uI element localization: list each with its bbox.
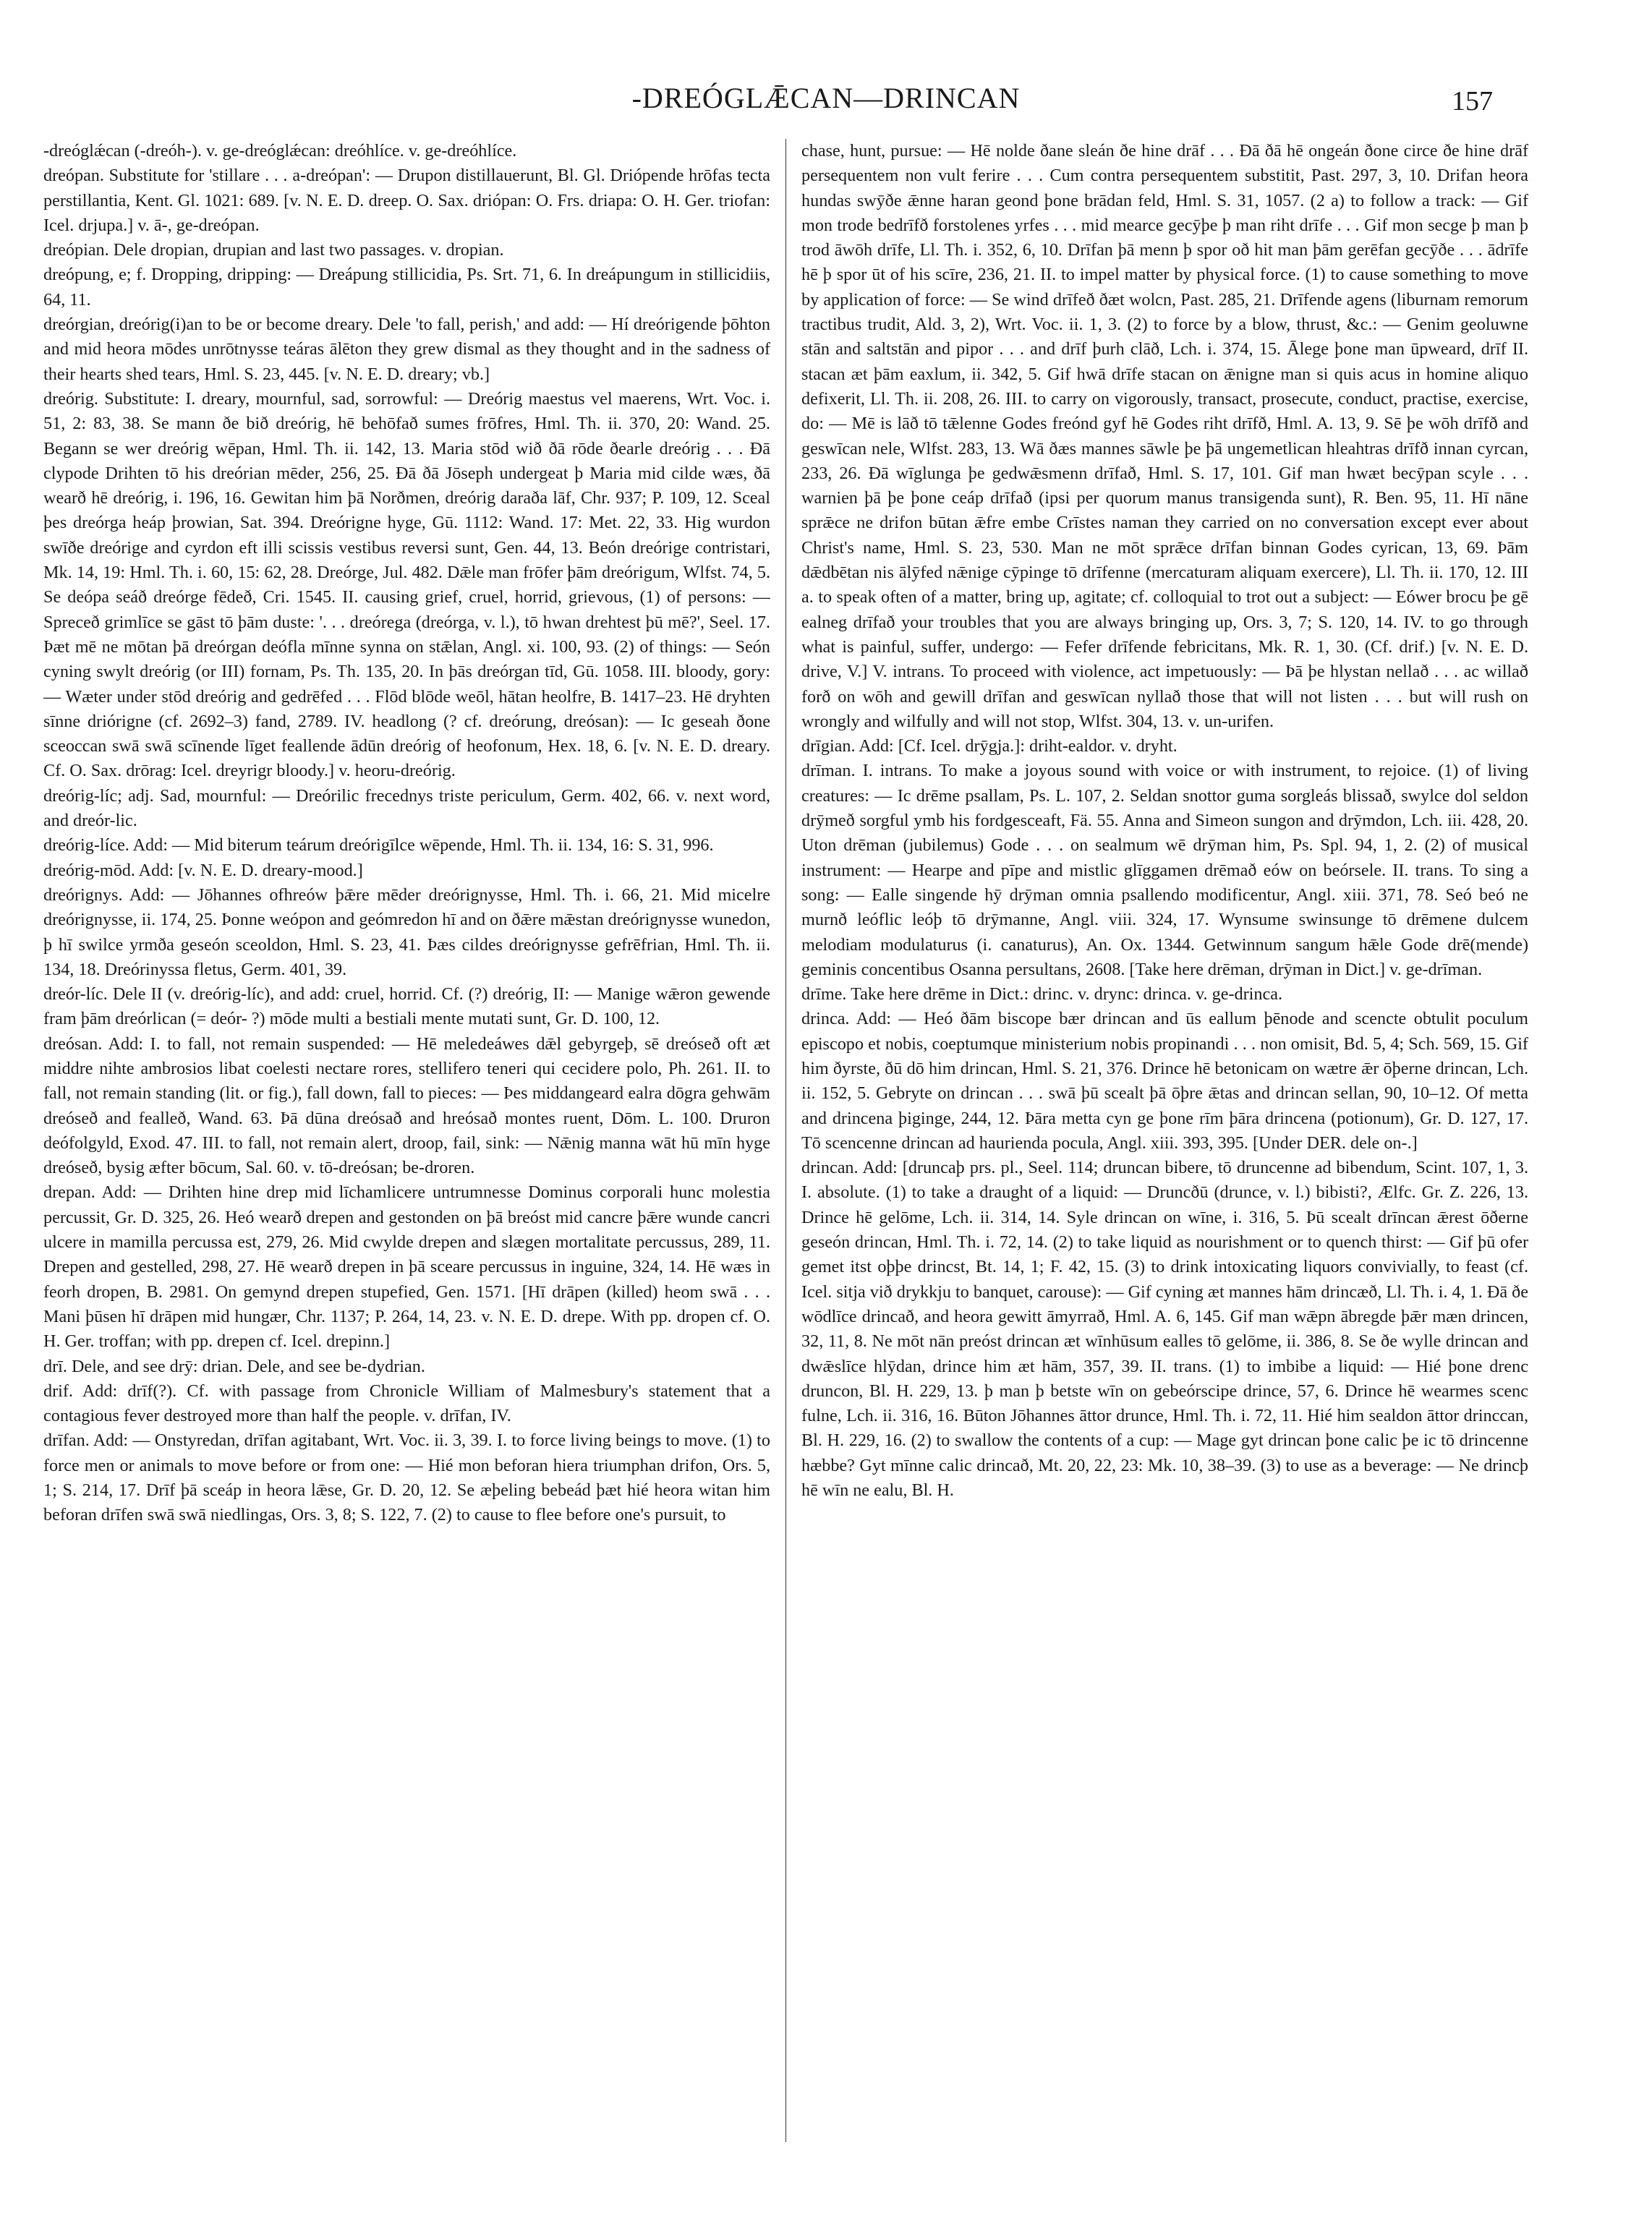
dictionary-entry: chase, hunt, pursue: — Hē nolde ðane sleán ðe hine drāf . . . Ðā ðā hē ongeán ðone circe ðe hine drāf persequentem non vult ferire . . . Cum contra persequentem substitit, Past. 297, 3, 10. Drifan heora hundas swȳðe ǣnne haran geond þone brādan feld, Hml. S. 31, 1057. (2 a) to follow a track: — Gif mon trode bedrīfð forstolenes yrfes . . . mid mearce gecȳþe þ man riht drīfe . . . Gif mon secge þ man þ trod āwōh drīfe, Ll. Th. i. 352, 6, 10. Drīfan þā menn þ spor oð hit man þām gerēfan gecȳðe . . . ādrīfe hē þ spor ūt of his scīre, 236, 21. II. to impel matter by physical force. (1) to cause something to move by application of force: — Se wind drīfeð ðæt wolcn, Past. 285, 21. Drīfende agens (liburnam remorum tractibus trudit, Ald. 3, 2), Wrt. Voc. ii. 1, 3. (2) to force by a blow, thrust, &c.: — Genim geoluwne stān and saltstān and pipor . . . and drīf þurh clāð, Lch. i. 374, 15. Ālege þone man ūpweard, drīf II. stacan æt þām eaxlum, ii. 342, 5. Gif hwā drīfe stacan on ǣnigne man si quis acus in homine aliquo defixerit, Ll. Th. ii. 208, 26. III. to carry on vigorously, transact, prosecute, conduct, practise, exercise, do: — Mē is lāð tō tǣlenne Godes freónd gyf hē Godes riht drīfð, Hml. A. 13, 9. Sē þe wōh drīfð and geswīcan nele, Wlfst. 283, 13. Wā ðæs mannes sāwle þe þā ungemetlican hleahtras drīfð innan cyrcan, 233, 26. Ðā wīglunga þe gedwǣsmenn drīfað, Hml. S. 17, 101. Gif man hwæt becȳpan scyle . . . warnien þā þe þone ceáp drīfað (ipsi per quorum manus transigenda sunt), R. Ben. 95, 11. Hī nāne sprǣce ne drifon būtan ǣfre embe Crīstes naman they carried on no conversation except ever about Christ's name, Hml. S. 23, 530. Man ne mōt sprǣce drīfan binnan Godes cyrican, 13, 69. Þām dǣdbētan nis ālȳfed nǣnige cȳpinge tō drīfenne (mercaturam aliquam exercere), Ll. Th. ii. 170, 12. III a. to speak often of a matter, bring up, agitate; cf. colloquial to trot out a subject: — Eówer brocu þe gē ealneg drīfað your troubles that you are always bringing up, Ors. 3, 7; S. 120, 14. IV. to go through what is painful, suffer, undergo: — Fefer drīfende febricitans, Mk. R. 1, 30. (Cf. drif.) [v. N. E. D. drive, V.] V. intrans. To proceed with violence, act impetuously: — Þā þe hlystan nellað . . . ac willað forð on wōh and gewill drīfan and geswīcan nyllað those that will not listen . . . but will rush on wrongly and wilfully and will not stop, Wlfst. 304, 13. v. un-urifen.: [801, 141, 1528, 731]
dictionary-entry: dreórignys. Add: — Jōhannes ofhreów þǣre mēder dreórignysse, Hml. Th. i. 66, 21. Mid micelre dreórignysse, ii. 174, 25. Þonne weópon and geómredon hī and on ðǣre mǣstan dreórignysse wunedon, þ hī swilce yrmða geseón sceoldon, Hml. S. 23, 41. Þæs cildes dreórignysse gefrēfrian, Hml. Th. ii. 134, 18. Dreórinyssa fletus, Germ. 401, 39.: [43, 884, 770, 979]
column-divider: [785, 139, 786, 2142]
dictionary-entry: dreórgian, dreórig(i)an to be or become dreary. Dele 'to fall, perish,' and add: — Hí dreórigende þōhton and mid heora mōdes unrōtnysse teáras ālēton they grew dismal as they thought and in the sadness of their hearts shed tears, Hml. S. 23, 445. [v. N. E. D. dreary; vb.]: [43, 315, 770, 384]
right-column: [801, 139, 1528, 2164]
page-header: [0, 81, 1652, 124]
left-column: [43, 139, 770, 2164]
dictionary-entry: drīman. I. intrans. To make a joyous sound with voice or with instrument, to rejoice. (1) of living creatures: — Ic drēme psallam, Ps. L. 107, 2. Seldan snottor guma sorgleás blissað, swylce dol seldon drȳmeð sorgful ymb his fordgesceaft, Fä. 55. Anna and Simeon sungon and drȳmdon, Lch. iii. 428, 20. Uton drēman (jubilemus) Gode . . . on sealmum wē drȳman him, Ps. Spl. 94, 1, 2. (2) of musical instrument: — Hearpe and pīpe and mistlic glīggamen drēmað eów on beórsele. II. trans. To sing a song: — Ealle singende hȳ drȳman omnia psallendo modificentur, Angl. xiii. 371, 78. Seó beó ne murnð leóflic leóþ tō drȳmanne, Angl. viii. 324, 17. Wynsume swinsunge tō drēmene dulcem melodiam modulaturus (i. canaturus), An. Ox. 1344. Getwinnum sangum hǣle Gode drē(mende) geminis concentibus Osanna persultans, 2608. [Take here drēman, drȳman in Dict.] v. ge-drīman.: [801, 761, 1528, 979]
dictionary-entry: dreórig-mōd. Add: [v. N. E. D. dreary-mood.]: [43, 860, 363, 880]
dictionary-entry: -dreóglǽcan (-dreóh-). v. ge-dreóglǽcan: dreóhlíce. v. ge-dreóhlíce.: [43, 141, 517, 161]
page-number: 157: [1452, 86, 1493, 116]
dictionary-entry: drī. Dele, and see drȳ: drian. Dele, and see be-dydrian.: [43, 1356, 425, 1376]
dictionary-entry: dreórig-líc; adj. Sad, mournful: — Dreórilic frecednys triste periculum, Germ. 402, 66. v. next word, and dreór-lic.: [43, 785, 770, 831]
dictionary-entry: drīgian. Add: [Cf. Icel. drȳgja.]: driht-ealdor. v. dryht.: [801, 736, 1178, 756]
dictionary-entry: drepan. Add: — Drihten hine drep mid līchamlicere untrumnesse Dominus corporali hunc molestia percussit, Gr. D. 325, 26. Heó wearð drepen and gestonden on þā breóst mid cancre þǣre wunde cancri ulcere in mamilla percussa est, 279, 26. Mid cwylde drepen and slægen mortalitate percussus, 289, 11. Drepen and gestelled, 298, 27. Hē wearð drepen in þā sceare percussus in inguine, 324, 14. Hē wæs in feorh dropen, B. 2981. On gemynd drepen stupefied, Gen. 1571. [Hī drāpen (killed) heom swā . . . Mani þūsen hī drāpen mid hungær, Chr. 1137; P. 264, 14, 23. v. N. E. D. drepe. With pp. dropen cf. O. H. Ger. troffan; with pp. drepen cf. Icel. drepinn.]: [43, 1182, 770, 1352]
dictionary-entry: drinca. Add: — Heó ðām biscope bær drincan and ūs eallum þēnode and scencte obtulit poculum episcopo et nobis, coeptumque ministerium nobis propinandi . . . non omisit, Bd. 5, 4; Sch. 569, 15. Gif him ðyrste, ðū dō him drincan, Hml. S. 21, 376. Drince hē betonicam on wætre ǣr ōþerne drincan, Lch. ii. 152, 5. Gebryte on drincan . . . swā þū scealt þā ōþre ǣtas and drincan sellan, 90, 10–12. Of metta and drincena þiginge, 244, 12. Þāra metta cyn ge þone rīm þāra drincena (potionum), Gr. D. 127, 17. Tō scencenne drincan ad haurienda pocula, Angl. xiii. 393, 395. [Under DER. dele on-.]: [801, 1009, 1528, 1153]
dictionary-entry: dreópung, e; f. Dropping, dripping: — Dreápung stillicidia, Ps. Srt. 71, 6. In dreápungum in stillicidiis, 64, 11.: [43, 265, 770, 310]
dictionary-entry: drif. Add: drīf(?). Cf. with passage from Chronicle William of Malmesbury's statement that a contagious fever destroyed more than half the people. v. drīfan, IV.: [43, 1381, 770, 1426]
dictionary-entry: drīfan. Add: — Onstyredan, drīfan agitabant, Wrt. Voc. ii. 3, 39. I. to force living beings to move. (1) to force men or animals to move before or from one: — Hié mon beforan hiera triumphan drifon, Ors. 5, 1; S. 214, 17. Drīf þā sceáp in heora lǣse, Gr. D. 20, 12. Se æþeling bebeád þæt hié heora witan him beforan drīfen swā swā niedlingas, Ors. 3, 8; S. 122, 7. (2) to cause to flee before one's pursuit, to: [43, 1430, 770, 1525]
dictionary-entry: dreópian. Dele dropian, drupian and last two passages. v. dropian.: [43, 240, 504, 260]
dictionary-entry: dreópan. Substitute for 'stillare . . . a-dreópan': — Drupon distillauerunt, Bl. Gl. Driópende hrōfas tecta perstillantia, Kent. Gl. 1021: 689. [v. N. E. D. dreep. O. Sax. driópan: O. Frs. driapa: O. H. Ger. triofan: Icel. drjupa.] v. ā-, ge-dreópan.: [43, 166, 770, 235]
dictionary-entry: dreósan. Add: I. to fall, not remain suspended: — Hē meledeáwes dǣl gebyrgeþ, sē dreóseð oft æt middre nihte ambrosios libat coelesti nectare rores, stellifero teneri qui cecidere polo, Ph. 261. II. to fall, not remain standing (lit. or fig.), fall down, fall to pieces: — Þes middangeard ealra dōgra gehwām dreóseð and fealleð, Wand. 63. Þā dūna dreósað and hreósað montes ruent, Dōm. L. 100. Druron deófolgyld, Exod. 47. III. to fall, not remain alert, droop, fail, sink: — Nǣnig manna wāt hū mīn hyge dreóseð, bysig æfter bōcum, Sal. 60. v. tō-dreósan; be-droren.: [43, 1033, 770, 1178]
dictionary-entry: drīme. Take here drēme in Dict.: drinc. v. drync: drinca. v. ge-drinca.: [801, 984, 1282, 1005]
dictionary-entry: dreór-líc. Dele II (v. dreórig-líc), and add: cruel, horrid. Cf. (?) dreórig, II: — Manige wǣron gewende fram þām dreórlican (= deór- ?) mōde multi a bestiali mente mutati sunt, Gr. D. 100, 12.: [43, 984, 770, 1029]
dictionary-entry: dreórig-líce. Add: — Mid biterum teárum dreórigīlce wēpende, Hml. Th. ii. 134, 16: S. 31, 996.: [43, 835, 714, 856]
dictionary-entry: drincan. Add: [druncaþ prs. pl., Seel. 114; druncan bibere, tō druncenne ad bibendum, Scint. 107, 1, 3. I. absolute. (1) to take a draught of a liquid: — Druncðū (drunce, v. l.) bibisti?, Ælfc. Gr. Z. 226, 13. Drince hē gelōme, Lch. ii. 314, 14. Syle drincan on wīne, i. 316, 5. Þū scealt drīncan ǣrest ōðerne geseón drincan, Hml. Th. i. 72, 14. (2) to take liquid as nourishment or to quench thirst: — Gif þū ofer gemet itst oþþe drincst, Bt. 14, 1; F. 42, 15. (3) to drink intoxicating liquors convivially, to feast (cf. Icel. sitja við drykkju to banquet, carouse): — Gif cyning æt mannes hām drincæð, Ll. Th. i. 4, 1. Ðā ðe wōdlīce drincað, and heora gewitt āmyrrað, Hml. A. 6, 145. Gif man wǣpn ābregde þǣr mæn drincen, 32, 11, 8. Ne mōt nān preóst drincan æt wīnhūsum ealles tō gelōme, ii. 386, 8. Se ðe wylle drincan and dwǣslīce hlȳdan, drince him æt hām, 357, 39. II. trans. (1) to imbibe a liquid: — Hié þone drenc druncon, Bl. H. 229, 13. þ man þ betste wīn on gebeórscipe drince, 57, 6. Drince hē wearmes scenc fulne, Lch. ii. 316, 16. Būton Jōhannes āttor drunce, Hml. Th. i. 72, 11. Hié him sealdon āttor drinccan, Bl. H. 229, 16. (2) to swallow the contents of a cup: — Mage gyt drincan þone calic þe ic tō drincenne hæbbe? Gyt mīnne calic drincað, Mt. 20, 22, 23: Mk. 10, 38–39. (3) to use as a beverage: — Ne drincþ hē wīn ne ealu, Bl. H.: [801, 1158, 1528, 1501]
running-title: -DREÓGLǢCAN—DRINCAN: [631, 82, 1021, 114]
dictionary-entry: dreórig. Substitute: I. dreary, mournful, sad, sorrowful: — Dreórig maestus vel maerens, Wrt. Voc. i. 51, 2: 83, 38. Se mann ðe bið dreórig, hē behōfað sumes frōfres, Hml. Th. ii. 370, 20: Wand. 25. Begann se wer dreórig wēpan, Hml. Th. ii. 142, 13. Maria stōd wið ðā rōde ðearle dreórig . . . Ðā clypode Drihten tō his dreórian mēder, 256, 25. Ðā ðā Jōseph undergeat þ Maria mid cilde wæs, ðā wearð hē dreórig, i. 196, 16. Gewitan him þā Norðmen, dreórig daraða lāf, Chr. 937; P. 109, 12. Sceal þes dreórga heáp þrowian, Sat. 394. Dreórigne hyge, Gū. 1112: Wand. 17: Met. 22, 33. Hig wurdon swīðe dreórige and cyrdon eft illi scissis vestibus reversi sunt, Gen. 44, 13. Beón dreórige contristari, Mk. 14, 19: Hml. Th. i. 60, 15: 62, 28. Dreórge, Jul. 482. Dǣle man frōfer þām dreórigum, Wlfst. 74, 5. Se deópa seáð dreórge fēdeð, Cri. 1545. II. causing grief, cruel, horrid, grievous, (1) of persons: — Spreceð grimlīce se gāst tō þām duste: '. . . dreórega (dreórga, v. l.), tō hwan drehtest þū mē?', Seel. 17. Þæt mē ne mōtan þā dreórgan deófla mīnne synna on stǣlan, Angl. xi. 100, 93. (2) of things: — Seón cyning swylt dreórig (or III) fornam, Ps. Th. 135, 20. In þās dreórgan tīd, Gū. 1058. III. bloody, gory: — Wæter under stōd dreórig and gedrēfed . . . Flōd blōde weōl, hātan heolfre, B. 1417–23. Hē dryhten sīnne driórigne (cf. 2692–3) fand, 2789. IV. headlong (? cf. dreórung, dreósan): — Ic geseah ðone sceoccan swā swā scīnende līget feallende ādūn dreórig of heofonum, Hex. 18, 6. [v. N. E. D. dreary. Cf. O. Sax. drōrag: Icel. dreyrigr bloody.] v. heoru-dreórig.: [43, 388, 770, 781]
